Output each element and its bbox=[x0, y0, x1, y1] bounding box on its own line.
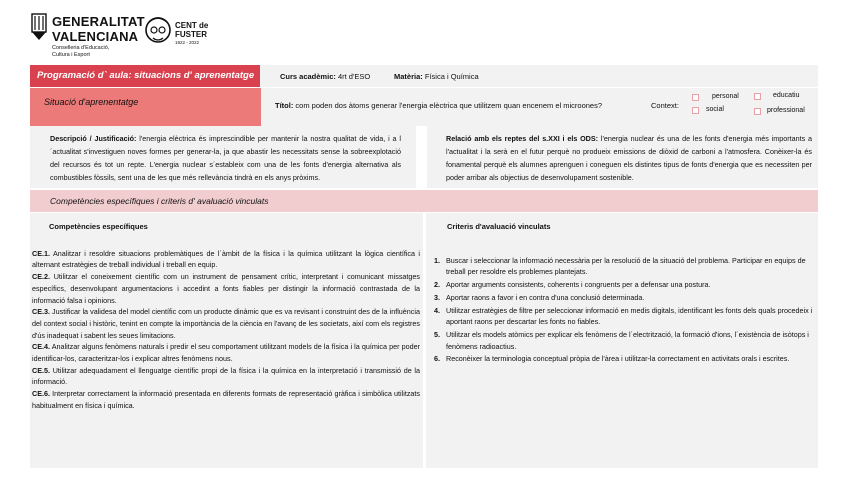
criteri-item bbox=[434, 353, 814, 365]
competencies-banner-label: Competències específiques i criteris d' avaluació vinculats bbox=[50, 196, 269, 206]
competency-text: Analitzar alguns fenòmens naturals i predir el seu comportament utilitzant models de la física i la química per poder identificar-los, caracteritzar-los i explicar altres fenòmens nous. bbox=[32, 342, 420, 364]
criteris-box bbox=[426, 213, 818, 468]
criteri-item bbox=[434, 292, 814, 304]
competency-item bbox=[32, 341, 420, 364]
criteri-text: Reconèixer la terminologia conceptual pròpia de l'àrea i utilitzar-la correctament en activitats orals i escrites. bbox=[446, 354, 790, 364]
criteri-text: Buscar i seleccionar la informació necessària per la resolució de la situació del problema. Participar en equips de treball per resoldre els problemes plantejats. bbox=[446, 255, 806, 277]
competency-code: CE.1. bbox=[32, 248, 50, 258]
relacio-label: Relació amb els reptes del s.XXI i els ODS: bbox=[446, 134, 599, 143]
competency-item bbox=[32, 248, 420, 271]
competencies-row bbox=[30, 213, 818, 468]
competency-code: CE.5. bbox=[32, 365, 50, 375]
criteris-heading: Criteris d'avaluació vinculats bbox=[447, 222, 551, 231]
materia-value: Física i Química bbox=[424, 72, 479, 81]
cent-years: 1922 - 2022 bbox=[175, 40, 200, 45]
situacio-label: Situació d'aprenentatge bbox=[30, 88, 261, 126]
relacio-box bbox=[427, 126, 818, 188]
competency-item bbox=[32, 271, 420, 306]
competency-code: CE.4. bbox=[32, 342, 50, 352]
checkbox-personal[interactable] bbox=[692, 94, 699, 101]
competency-item bbox=[32, 365, 420, 388]
criteri-number: 2. bbox=[434, 280, 440, 290]
gva-name-line1: GENERALITAT bbox=[52, 14, 145, 29]
gva-subtitle: Conselleria d'Educació, Cultura i Esport bbox=[52, 45, 110, 58]
criteri-item bbox=[434, 305, 814, 328]
titol-value: com poden dos àtoms generar l'energia elèctrica que utilitzem quan encenem el microones? bbox=[295, 101, 603, 110]
criteri-number: 1. bbox=[434, 255, 440, 265]
competencies-heading: Competències específiques bbox=[49, 222, 148, 231]
crest-icon bbox=[30, 12, 48, 42]
descripcio-box bbox=[30, 126, 416, 188]
descripcio-label: Descripció / Justificació: bbox=[50, 134, 137, 143]
competency-code: CE.6. bbox=[32, 389, 50, 399]
portrait-icon bbox=[143, 12, 173, 50]
header-row bbox=[30, 65, 818, 87]
checkbox-social[interactable] bbox=[692, 107, 699, 114]
checkbox-professional[interactable] bbox=[754, 108, 761, 115]
option-social: social bbox=[706, 106, 724, 113]
competency-text: Utilitzar el coneixement científic com un instrument de pensament crític, interpretant i comunicant missatges específics, desenvolupant argumentacions i accedint a fonts fiables per distingir la informació contrastada de la informació falsa i opinions. bbox=[32, 272, 420, 305]
criteris-list bbox=[434, 255, 814, 365]
titol bbox=[275, 101, 602, 110]
criteri-text: Utilitzar estratègies de filtre per seleccionar informació en medis digitals, identificant les fonts dels quals procedeix i aportant raons per descartar les fonts no fiables. bbox=[446, 305, 813, 327]
generalitat-logo bbox=[30, 12, 145, 60]
curs-label: Curs acadèmic: bbox=[280, 72, 336, 81]
checkbox-educatiu[interactable] bbox=[754, 93, 761, 100]
criteri-number: 3. bbox=[434, 292, 440, 302]
competency-text: Justificar la validesa del model científic com un producte dinàmic que es va revisant i construint des de la influència del context social i històric, tenint en compte la importància de la ciència en l'avanç de les societats, així com els registres d'ús inadequat i sabent les seues limitacions. bbox=[32, 307, 420, 340]
criteri-number: 6. bbox=[434, 354, 440, 364]
criteri-item bbox=[434, 255, 814, 278]
materia-label: Matèria: bbox=[394, 72, 423, 81]
materia bbox=[394, 72, 479, 81]
competency-item bbox=[32, 388, 420, 411]
criteri-text: Aportar raons a favor i en contra d'una conclusió determinada. bbox=[446, 292, 645, 302]
criteri-item bbox=[434, 279, 814, 291]
descripcio-text: l'energia elèctrica és imprescindible per mantenir la nostra qualitat de vida, i a l´actualitat s'investiguen noves formes per generar-la, ja que abastir les necessitats sense la sobreexplotació del recursos és tot un repte. L'energia nuclear s´estableix com una de les fonts d'energia alternativa als combustibles fòssils, sent una de les que més rellevància tindrà en els anys pròxims. bbox=[50, 134, 402, 182]
criteri-number: 5. bbox=[434, 329, 440, 339]
situacio-row bbox=[30, 88, 818, 126]
cent-title: CENT de bbox=[175, 21, 209, 30]
context-label: Context: bbox=[651, 101, 679, 110]
titol-label: Títol: bbox=[275, 101, 294, 110]
relacio-text: l'energia nuclear és una de les fonts d'energia més importants a l'actualitat i la serà en el futur perquè no produeix emissions de diòxid de carboni a l'atmosfera. Conèixer-la és fonamental perquè els alumnes aprenguen i coneguen els distintes tipus de fonts d'energia que es necessiten per poder arribar als objectius de desenvolupament sostenible. bbox=[446, 134, 812, 182]
option-educatiu: educatiu bbox=[773, 92, 800, 99]
gva-name-line2: VALENCIANA bbox=[52, 29, 139, 44]
fuster-title: FUSTER bbox=[175, 30, 207, 39]
option-personal: personal bbox=[712, 93, 739, 100]
competencies-banner bbox=[30, 190, 818, 212]
criteri-text: Aportar arguments consistents, coherents i congruents per a defensar una postura. bbox=[446, 280, 711, 290]
criteri-item bbox=[434, 329, 814, 352]
competencies-box bbox=[30, 213, 423, 468]
competency-text: Analitzar i resoldre situacions problemàtiques de l´àmbit de la física i la química utilitzant la lògica científica i alternant estratègies de treball individual i treball en equip. bbox=[32, 248, 420, 270]
description-row bbox=[30, 126, 818, 188]
curs-academic bbox=[280, 72, 370, 81]
criteri-text: Utilitzar els models atòmics per explicar els fenòmens de l´electrització, la formació d'ions, l´existència de isòtops i fenòmens radioactius. bbox=[446, 329, 809, 351]
competency-text: Interpretar correctament la informació presentada en diferents formats de representació gràfica i simbòlica utilitzats habitualment en física i química. bbox=[32, 389, 421, 410]
competency-code: CE.3. bbox=[32, 307, 50, 317]
criteri-number: 4. bbox=[434, 305, 440, 315]
cent-fuster-logo bbox=[143, 12, 213, 52]
programacio-title: Programació d` aula: situacions d' aprenentatge bbox=[30, 65, 260, 87]
competency-code: CE.2. bbox=[32, 272, 50, 282]
curs-value: 4rt d'ESO bbox=[337, 72, 371, 81]
competency-text: Utilitzar adequadament el llenguatge científic propi de la física i la química en la interpretació i transmissió de la informació. bbox=[32, 365, 420, 387]
competency-item bbox=[32, 306, 420, 341]
option-professional: professional bbox=[767, 107, 805, 114]
